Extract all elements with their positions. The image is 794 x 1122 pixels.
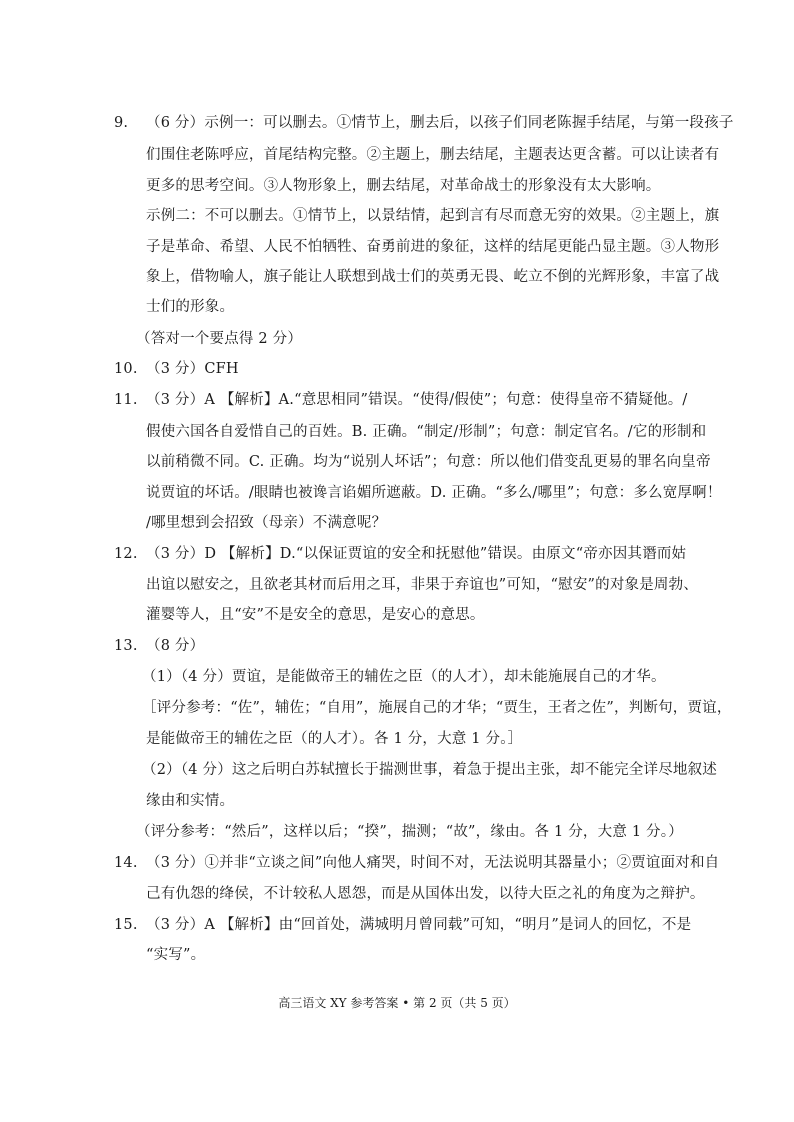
- answer-line: 说贾谊的坏话。/眼睛也被谗言谄媚所遮蔽。D. 正确。“多么/哪里”；句意：多么宽厚啊！: [146, 485, 722, 501]
- answer-line: “实写”。: [146, 947, 206, 963]
- answer-line: 出谊以慰安之，且欲老其材而后用之耳，非果于弃谊也”可知，“慰安”的对象是周勃、: [146, 577, 699, 593]
- answer-line: 己有仇怨的绛侯，不计较私人恩怨，而是从国体出发，以待大臣之礼的角度为之辩护。: [146, 886, 705, 902]
- page-footer: 高三语文 XY 参考答案 • 第 2 页（共 5 页）: [278, 996, 516, 1010]
- question-number: 14.: [114, 855, 138, 871]
- answer-line: （3 分）A 【解析】由“回首处，满城明月曾同载”可知，“明月”是词人的回忆，不是: [146, 917, 692, 933]
- answer-line: /哪里想到会招致（母亲）不满意呢？: [146, 515, 387, 531]
- answer-line: 子是革命、希望、人民不怕牺牲、奋勇前进的象征，这样的结尾更能凸显主题。③人物形: [146, 239, 720, 255]
- scoring-note: （答对一个要点得 2 分）: [136, 331, 303, 347]
- scoring-note: 是能做帝王的辅佐之臣（的人才）。各 1 分，大意 1 分。］: [146, 731, 523, 747]
- question-number: 15.: [114, 917, 138, 933]
- answer-line: 们围住老陈呼应，首尾结构完整。②主题上，删去结尾，主题表达更含蓄。可以让读者有: [146, 147, 720, 163]
- question-number: 9.: [114, 115, 129, 131]
- answer-line: （6 分）示例一：可以删去。①情节上，删去后，以孩子们同老陈握手结尾，与第一段孩子: [146, 115, 734, 131]
- answer-line: （3 分）D 【解析】D.“以保证贾谊的安全和抚慰他”错误。由原文“帝亦因其谮而姑: [146, 546, 687, 562]
- answer-line: （3 分）①并非“立谈之间”向他人痛哭，时间不对，无法说明其器量小；②贾谊面对和自: [146, 855, 720, 871]
- scoring-note: （评分参考：“然后”，这样以后；“揆”，揣测；“故”，缘由。各 1 分，大意 1 分。）: [136, 824, 683, 840]
- question-number: 13.: [114, 638, 138, 654]
- question-number: 11.: [114, 392, 138, 408]
- question-number: 10.: [114, 361, 138, 377]
- answer-line: 假使六国各自爱惜自己的百姓。B. 正确。“制定/形制”；句意：制定官名。/它的形制和: [146, 424, 707, 440]
- answer-line: （2）（4 分）这之后明白苏轼擅长于揣测世事，着急于提出主张，却不能完全详尽地叙述: [142, 762, 718, 778]
- scoring-note: ［评分参考：“佐”，辅佐；“自用”，施展自己的才华；“贾生，王者之佐”，判断句，贾谊，: [142, 700, 732, 716]
- answer-line: 示例二：不可以删去。①情节上，以景结情，起到言有尽而意无穷的效果。②主题上，旗: [146, 208, 720, 224]
- answer-line: 士们的形象。: [146, 299, 235, 315]
- answer-line: 象上，借物喻人，旗子能让人联想到战士们的英勇无畏、屹立不倒的光辉形象，丰富了战: [146, 269, 720, 285]
- answer-line: （3 分）A 【解析】A.“意思相同”错误。“使得/假使”；句意：使得皇帝不猜疑他。/: [146, 392, 688, 408]
- answer-line: 灌婴等人，且“安”不是安全的意思，是安心的意思。: [146, 607, 485, 623]
- question-number: 12.: [114, 546, 138, 562]
- answer-line: （3 分）CFH: [146, 361, 239, 377]
- answer-line: 缘由和实情。: [146, 793, 235, 809]
- answer-line: （1）（4 分）贾谊，是能做帝王的辅佐之臣（的人才），却未能施展自己的才华。: [142, 669, 666, 685]
- answer-line: （8 分）: [146, 638, 205, 654]
- answer-line: 更多的思考空间。③人物形象上，删去结尾，对革命战士的形象没有太大影响。: [146, 178, 661, 194]
- answer-line: 以前稍微不同。C. 正确。均为“说别人坏话”；句意：所以他们借变乱更易的罪名向皇帝: [146, 454, 711, 470]
